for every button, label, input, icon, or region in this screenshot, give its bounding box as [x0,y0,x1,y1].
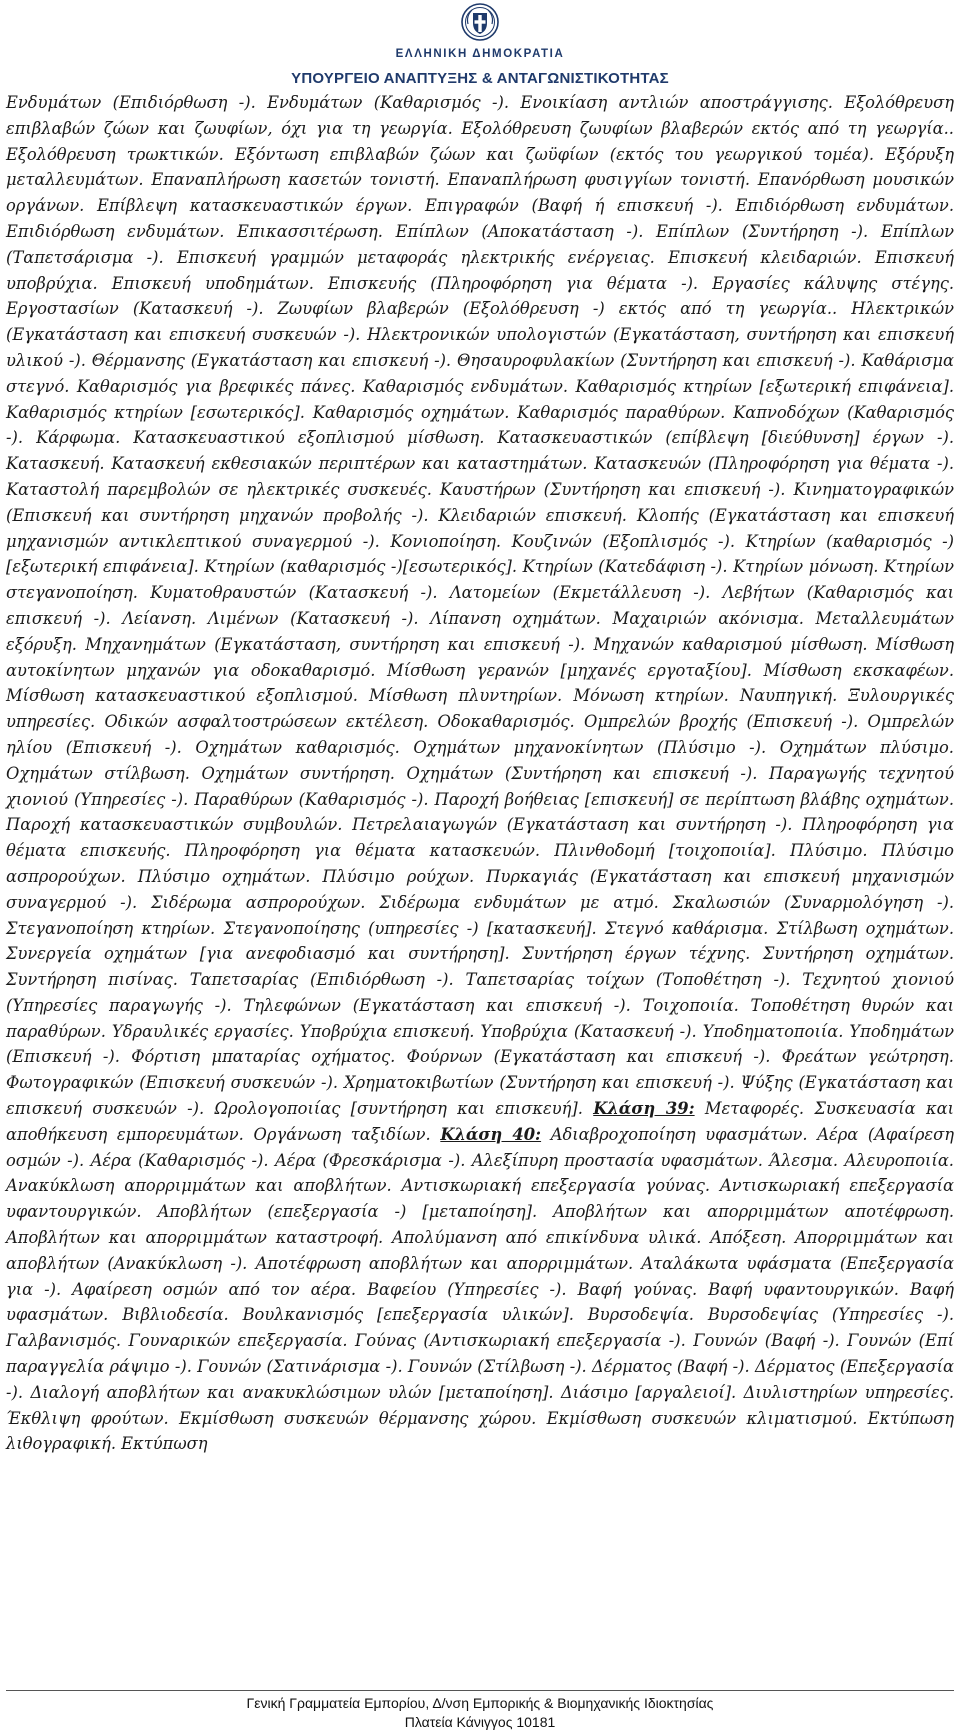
class-39-label: Κλάση 39: [593,1099,695,1119]
class-40-services-list: Αδιαβροχοποίηση υφασμάτων. Αέρα (Αφαίρεση οσμών -). Αέρα (Καθαρισμός -). Αέρα (Φρεσκάρισμα -). Αλεξίπυρη προστασία υφασμάτων. Άλεσμα. Αλευροποιία. Ανακύκλωση απορριμμάτων και αποβλήτων. Αντισκωριακή επεξεργασία γούνας. Αντισκωριακή επεξεργασία υφαντουργικών. Αποβλήτων (επεξεργασία -) [μεταποίηση]. Αποβλήτων και απορριμμάτων αποτέφρωση. Αποβλήτων και απορριμμάτων καταστροφή. Απολύμανση από επικίνδυνα υλικά. Απόξεση. Απορριμμάτων και αποβλήτων (Ανακύκλωση -). Αποτέφρωση αποβλήτων και απορριμμάτων. Αταλάκωτα υφάσματα (Επεξεργασία για -). Αφαίρεση οσμών από τον αέρα. Βαφείου (Υπηρεσίες -). Βαφή γούνας. Βαφή υφαντουργικών. Βαφή υφασμάτων. Βιβλιοδεσία. Βουλκανισμός [επεξεργασία υλικών]. Βυρσοδεψία. Βυρσοδεψίας (Υπηρεσίες -). Γαλβανισμός. Γουναρικών επεξεργασία. Γούνας (Αντισκωριακή επεξεργασία -). Γουνών (Βαφή -). Γουνών (Επί παραγγελία ράψιμο -). Γουνών (Σατινάρισμα -). Γουνών (Στίλβωση -). Δέρματος (Βαφή -). Δέρματος (Επεξεργασία -). Διαλογή αποβλήτων και ανακυκλώσιμων υλών [μεταποίηση]. Διάσιμο [αργαλειοί]. Διυλιστηρίων υπηρεσίες. Έκθλιψη φρούτων. Εκμίσθωση συσκευών θέρμανσης χώρου. Εκμίσθωση συσκευών κλιματισμού. Εκτύπωση λιθογραφική. Εκτύπωση [6,1124,954,1454]
footer-address: Πλατεία Κάνιγγος 10181 [404,1714,556,1730]
republic-name: ΕΛΛΗΝΙΚΗ ΔΗΜΟΚΡΑΤΙΑ [395,48,565,60]
footer-divider [6,1690,954,1691]
greek-coat-of-arms-icon [460,2,500,42]
ministry-name: ΥΠΟΥΡΓΕΙΟ ΑΝΑΠΤΥΞΗΣ & ΑΝΤΑΓΩΝΙΣΤΙΚΟΤΗΤΑΣ [291,70,669,87]
class-38-services-list: Ενδυμάτων (Επιδιόρθωση -). Ενδυμάτων (Καθαρισμός -). Ενοικίαση αντλιών αποστράγγισης. Εξολόθρευση επιβλαβών ζώων και ζωυφίων, όχι για τη γεωργία. Εξολόθρευση ζωυφίων βλαβερών εκτός από τη γεωργία.. Εξολόθρευση τρωκτικών. Εξόντωση επιβλαβών ζώων και ζωϋφίων (εκτός του γεωργικού τομέα). Εξόρυξη μεταλλευμάτων. Επαναπλήρωση κασετών τονιστή. Επαναπλήρωση φυσιγγίων τονιστή. Επανόρθωση μουσικών οργάνων. Επίβλεψη κατασκευαστικών έργων. Επιγραφών (Βαφή ή επισκευή -). Επιδιόρθωση ενδυμάτων. Επιδιόρθωση ενδυμάτων. Επικασσιτέρωση. Επίπλων (Αποκατάσταση -). Επίπλων (Συντήρηση -). Επίπλων (Ταπετσάρισμα -). Επισκευή γραμμών μεταφοράς ηλεκτρικής ενέργειας. Επισκευή κλειδαριών. Επισκευή υποβρύχια. Επισκευή υποδημάτων. Επισκευής (Πληροφόρηση για θέματα -). Εργασίες κάλυψης στέγης. Εργοστασίων (Κατασκευή -). Ζωυφίων βλαβερών (Εξολόθρευση -) εκτός από τη γεωργία.. Ηλεκτρικών (Εγκατάσταση και επισκευή συσκευών -). Ηλεκτρονικών υπολογιστών (Εγκατάσταση, συντήρηση και επισκευή υλικού -). Θέρμανσης (Εγκατάσταση και επισκευή -). Θησαυροφυλακίων (Συντήρηση και επισκευή -). Καθάρισμα στεγνό. Καθαρισμός για βρεφικές πάνες. Καθαρισμός ενδυμάτων. Καθαρισμός κτηρίων [εξωτερική επιφάνεια]. Καθαρισμός κτηρίων [εσωτερικός]. Καθαρισμός οχημάτων. Καθαρισμός παραθύρων. Καπνοδόχων (Καθαρισμός -). Κάρφωμα. Κατασκευαστικού εξοπλισμού μίσθωση. Κατασκευαστικών (επίβλεψη [διεύθυνση] έργων -). Κατασκευή. Κατασκευή εκθεσιακών περιπτέρων και καταστημάτων. Κατασκευών (Πληροφόρηση για θέματα -). Καταστολή παρεμβολών σε ηλεκτρικές συσκευές. Καυστήρων (Συντήρηση και επισκευή -). Κινηματογραφικών (Επισκευή και συντήρηση μηχανών προβολής -). Κλειδαριών επισκευή. Κλοπής (Εγκατάσταση και επισκευή μηχανισμών αντικλεπτικού συναγερμού -). Κονιοποίηση. Κουζινών (Εξοπλισμός -). Κτηρίων (καθαρισμός -) [εξωτερική επιφάνεια]. Κτηρίων (καθαρισμός -)[εσωτερικός]. Κτηρίων (Κατεδάφιση -). Κτηρίων μόνωση. Κτηρίων στεγανοποίηση. Κυματοθραυστών (Κατασκευή -). Λατομείων (Εκμετάλλευση -). Λεβήτων (Καθαρισμός και επισκευή -). Λείανση. Λιμένων (Κατασκευή -). Λίπανση οχημάτων. Μαχαιριών ακόνισμα. Μεταλλευμάτων εξόρυξη. Μηχανημάτων (Εγκατάσταση, συντήρηση και επισκευή -). Μηχανών καθαρισμού μίσθωση. Μίσθωση αυτοκίνητων μηχανών για οδοκαθαρισμό. Μίσθωση γερανών [μηχανές εργοταξίου]. Μίσθωση εκσκαφέων. Μίσθωση κατασκευαστικού εξοπλισμού. Μίσθωση πλυντηρίων. Μόνωση κτηρίων. Ναυπηγική. Ξυλουργικές υπηρεσίες. Οδικών ασφαλτοστρώσεων εκτέλεση. Οδοκαθαρισμός. Ομπρελών βροχής (Επισκευή -). Ομπρελών ηλίου (Επισκευή -). Οχημάτων καθαρισμός. Οχημάτων μηχανοκίνητων (Πλύσιμο -). Οχημάτων πλύσιμο. Οχημάτων στίλβωση. Οχημάτων συντήρηση. Οχημάτων (Συντήρηση και επισκευή -). Παραγωγής τεχνητού χιονιού (Υπηρεσίες -). Παραθύρων (Καθαρισμός -). Παροχή βοήθειας [επισκευή] σε περίπτωση βλάβης οχημάτων. Παροχή κατασκευαστικών συμβουλών. Πετρελαιαγωγών (Εγκατάσταση και συντήρηση -). Πληροφόρηση για θέματα επισκευής. Πληροφόρηση για θέματα κατασκευών. Πλινθοδομή [τοιχοποιία]. Πλύσιμο. Πλύσιμο ασπρορούχων. Πλύσιμο οχημάτων. Πλύσιμο ρούχων. Πυρκαγιάς (Εγκατάσταση και επισκευή μηχανισμών συναγερμού -). Σιδέρωμα ασπρορούχων. Σιδέρωμα ενδυμάτων με ατμό. Σκαλωσιών (Συναρμολόγηση -). Στεγανοποίηση κτηρίων. Στεγανοποίησης (υπηρεσίες -) [κατασκευή]. Στεγνό καθάρισμα. Στίλβωση οχημάτων. Συνεργεία οχημάτων [για ανεφοδιασμό και συντήρηση]. Συντήρηση έργων τέχνης. Συντήρηση οχημάτων. Συντήρηση πισίνας. Ταπετσαρίας (Επιδιόρθωση -). Ταπετσαρίας τοίχων (Τοποθέτηση -). Τεχνητού χιονιού (Υπηρεσίες παραγωγής -). Τηλεφώνων (Εγκατάσταση και επισκευή -). Τοιχοποιία. Τοποθέτηση θυρών και παραθύρων. Υδραυλικές εργασίες. Υποβρύχια επισκευή. Υποβρύχια (Κατασκευή -). Υποδηματοποιία. Υποδημάτων (Επισκευή -). Φόρτιση μπαταρίας οχήματος. Φούρνων (Εγκατάσταση και επισκευή -). Φρεάτων γεώτρηση. Φωτογραφικών (Επισκευή συσκευών -). Χρηματοκιβωτίων (Συντήρηση και επισκευή -). Ψύξης (Εγκατάσταση και επισκευή συσκευών -). Ωρολογοποιίας [συντήρηση και επισκευή]. [6,93,954,1119]
page-footer [0,1694,960,1732]
class-39-services-list: Μεταφορές. Συσκευασία και αποθήκευση εμπορευμάτων. Οργάνωση ταξιδίων. [6,1099,955,1144]
footer-department: Γενική Γραμματεία Εμπορίου, Δ/νση Εμπορικής & Βιομηχανικής Ιδιοκτησίας [246,1695,714,1711]
class-40-label: Κλάση 40: [440,1124,542,1144]
goods-services-text [6,90,954,1457]
